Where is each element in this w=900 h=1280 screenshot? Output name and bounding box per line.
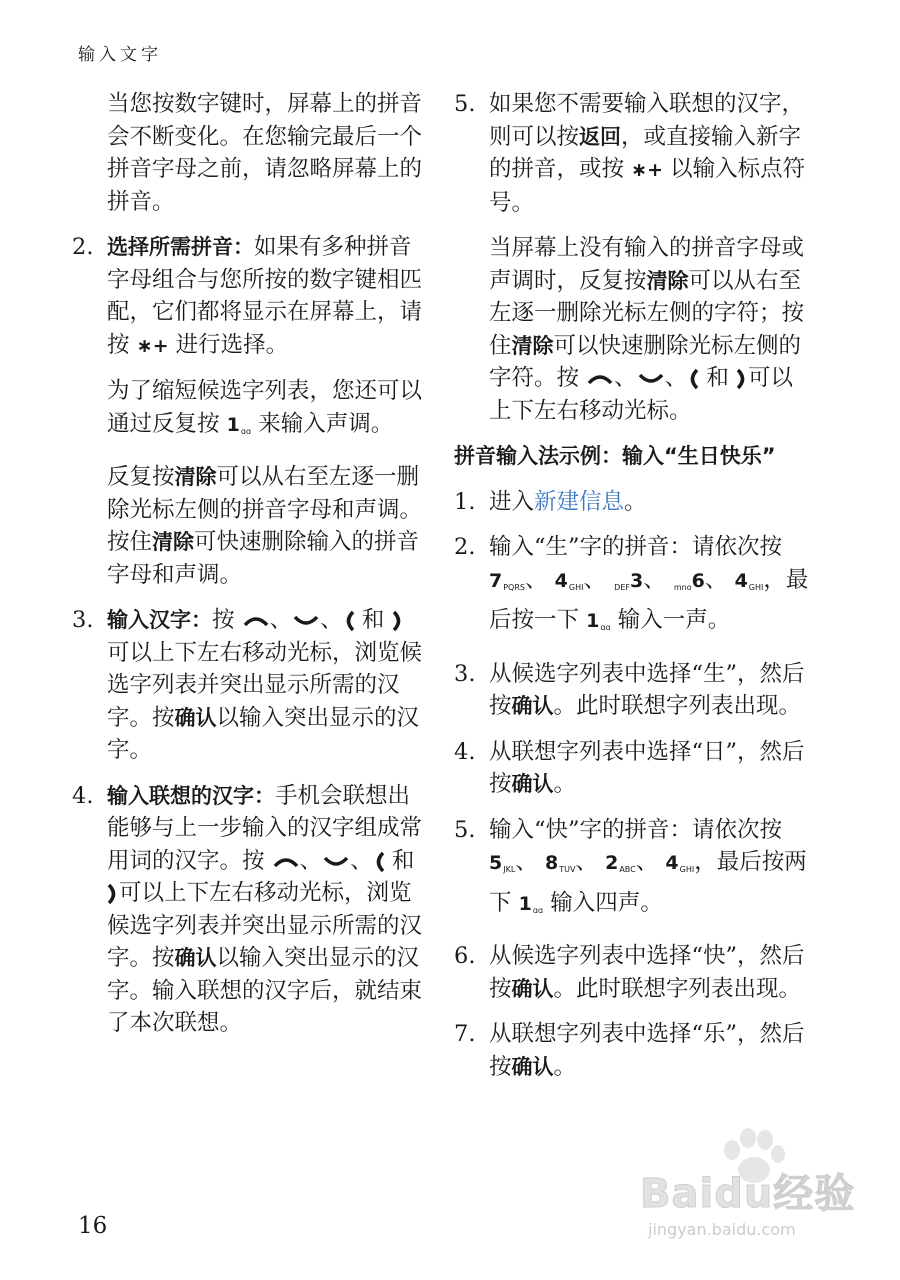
text: 来输入声调。 bbox=[258, 410, 394, 437]
clear-term: 清除 bbox=[646, 268, 689, 293]
key-letters: DEF bbox=[614, 582, 630, 592]
two-key-icon bbox=[605, 847, 636, 887]
step-4 bbox=[454, 736, 809, 801]
text: ，最后按一下 bbox=[489, 566, 809, 633]
nav-left-icon bbox=[373, 848, 385, 874]
text: 可以从右至左逐一删除光标左侧的拼音字母和声调。按住 bbox=[107, 464, 423, 555]
nav-left-icon bbox=[687, 365, 699, 391]
text: 输入一声。 bbox=[617, 607, 731, 633]
item-number: 3. bbox=[72, 607, 94, 633]
step-number: 7. bbox=[454, 1021, 476, 1047]
text: 以输入突出显示的汉字。输入联想的汉字后，就结束了本次联想。 bbox=[107, 945, 423, 1036]
text: 为了缩短候选字列表，您还可以通过反复按 bbox=[107, 378, 423, 437]
watermark-brand: Baidu经验 bbox=[640, 1171, 856, 1217]
step-7 bbox=[454, 1018, 809, 1083]
confirm-term: 确认 bbox=[511, 1054, 554, 1079]
text: 当屏幕上没有输入的拼音字母或声调时，反复按 bbox=[489, 235, 805, 294]
item-title: 输入联想的汉字： bbox=[107, 783, 275, 808]
text: 以输入标点符号。 bbox=[489, 156, 806, 216]
step-number: 5. bbox=[454, 816, 476, 843]
nav-up-icon bbox=[272, 848, 300, 874]
item-title: 选择所需拼音： bbox=[107, 235, 254, 259]
nav-right-icon bbox=[392, 607, 404, 633]
list-item-2 bbox=[72, 231, 422, 362]
separator: 、 bbox=[299, 847, 323, 874]
key-digit: 1 bbox=[518, 892, 532, 915]
item-text: 如果有多种拼音字母组合与您所按的数字键相匹配，它们都将显示在屏幕上，请按 bbox=[107, 234, 423, 358]
key-digit: 4 bbox=[554, 569, 568, 592]
key-digit: 8 bbox=[544, 852, 559, 874]
step-3 bbox=[454, 658, 809, 723]
item-number: 4. bbox=[72, 782, 94, 809]
text: 和 bbox=[391, 847, 415, 874]
key-letters: JKL bbox=[503, 865, 516, 874]
intro-paragraph: 当您按数字键时，屏幕上的拼音会不断变化。在您输完最后一个拼音字母之前，请忽略屏幕上的拼音。 bbox=[107, 91, 423, 215]
step-6 bbox=[454, 940, 809, 1005]
list-item-5 bbox=[454, 88, 809, 219]
key-digit: 4 bbox=[665, 852, 679, 874]
confirm-term: 确认 bbox=[174, 946, 217, 970]
text: 输入“生”字的拼音：请依次按 bbox=[489, 534, 783, 560]
key-digit: 2 bbox=[605, 852, 619, 874]
text: ，或直接输入新字的拼音，或按 bbox=[489, 123, 802, 182]
text: 可快速删除输入的拼音字母和声调。 bbox=[107, 529, 420, 588]
key-digit: 1 bbox=[226, 413, 240, 436]
key-digit: 4 bbox=[734, 569, 748, 592]
key-letters: GHI bbox=[748, 582, 764, 592]
key-digit: 1 bbox=[586, 610, 600, 632]
step-1 bbox=[454, 486, 809, 519]
nav-right-icon bbox=[736, 365, 748, 391]
clear-term: 清除 bbox=[511, 333, 554, 358]
text: 输入“快”字的拼音：请依次按 bbox=[489, 816, 783, 843]
nav-up-icon bbox=[586, 365, 614, 391]
nav-right-icon bbox=[107, 880, 119, 906]
text: 反复按 bbox=[107, 464, 175, 490]
text: 如果您不需要输入联想的汉字，则可以按 bbox=[489, 91, 805, 150]
key-digit: 3 bbox=[629, 569, 644, 592]
three-key-icon bbox=[613, 565, 643, 605]
list-item-4 bbox=[72, 780, 422, 1040]
text: 从候选字列表中选择“快”，然后按 bbox=[489, 943, 805, 1002]
four-key-icon bbox=[555, 565, 584, 605]
text: 手机会联想出能够与上一步输入的汉字组成常用词的汉字。按 bbox=[107, 782, 423, 874]
separator: 、 bbox=[350, 847, 373, 874]
one-key-icon bbox=[586, 605, 610, 645]
separator: 、 bbox=[664, 365, 688, 391]
separator: 、 bbox=[583, 566, 606, 593]
text: 可以上下左右移动光标。 bbox=[489, 365, 794, 424]
four-key-icon bbox=[735, 565, 764, 605]
watermark-url: jingyan.baidu.com bbox=[648, 1220, 796, 1239]
text: 可以快速删除光标左侧的字符。按 bbox=[489, 332, 802, 391]
text: 进入 bbox=[489, 488, 535, 515]
nav-down-icon bbox=[322, 848, 350, 874]
step-number: 1. bbox=[454, 488, 476, 515]
item-number: 5. bbox=[454, 91, 476, 117]
five-key-icon bbox=[489, 847, 515, 887]
text: 可以上下左右移动光标，浏览候选字列表并突出显示所需的汉字。按 bbox=[107, 639, 423, 731]
item-number: 2. bbox=[72, 234, 94, 260]
confirm-term: 确认 bbox=[174, 705, 217, 730]
star-key-icon: ∗+ bbox=[136, 334, 169, 357]
text: 从候选字列表中选择“生”，然后按 bbox=[489, 660, 805, 719]
item-text: 进行选择。 bbox=[175, 331, 289, 358]
confirm-term: 确认 bbox=[511, 976, 554, 1001]
step-number: 6. bbox=[454, 943, 476, 969]
key-letters: ABC bbox=[619, 865, 636, 874]
separator: 、 bbox=[614, 365, 637, 391]
star-key-icon: ∗+ bbox=[631, 159, 664, 181]
nav-up-icon bbox=[242, 607, 270, 633]
new-message-link[interactable]: 新建信息 bbox=[534, 488, 625, 515]
six-key-icon bbox=[673, 565, 705, 605]
text: 。此时联想字列表出现。 bbox=[553, 693, 802, 719]
confirm-term: 确认 bbox=[511, 772, 554, 796]
item-title: 输入汉字： bbox=[107, 608, 212, 632]
nav-down-icon bbox=[637, 365, 665, 391]
step-number: 3. bbox=[454, 660, 476, 687]
right-column bbox=[454, 88, 809, 1096]
example-heading: 拼音输入法示例：输入“生日快乐” bbox=[454, 444, 776, 468]
key-letters: PQRS bbox=[503, 582, 525, 592]
key-letters: ɑɑ bbox=[532, 905, 544, 915]
clear-term: 清除 bbox=[152, 530, 195, 554]
text: 。此时联想字列表出现。 bbox=[553, 975, 802, 1002]
step-5 bbox=[454, 814, 809, 928]
clear-paragraph bbox=[72, 461, 422, 591]
clear-paragraph bbox=[454, 232, 809, 427]
text: ，最后按两下 bbox=[489, 849, 807, 916]
baidu-watermark bbox=[640, 1128, 870, 1258]
four-key-icon bbox=[665, 847, 694, 887]
eight-key-icon bbox=[545, 847, 575, 887]
separator: 、 bbox=[704, 566, 728, 593]
separator: 、 bbox=[643, 566, 666, 593]
key-letters: TUV bbox=[559, 865, 576, 874]
key-letters: GHI bbox=[679, 865, 695, 874]
text: 和 bbox=[361, 607, 385, 633]
text: 按 bbox=[212, 607, 235, 633]
step-number: 2. bbox=[454, 534, 476, 560]
text: 和 bbox=[706, 365, 729, 391]
text: 。 bbox=[624, 488, 647, 515]
clear-term: 清除 bbox=[174, 465, 217, 489]
nav-down-icon bbox=[292, 607, 320, 633]
seven-key-icon bbox=[489, 565, 525, 605]
text: 从联想字列表中选择“日”，然后按 bbox=[489, 738, 805, 797]
text: 以输入突出显示的汉字。 bbox=[107, 704, 420, 763]
separator: 、 bbox=[269, 607, 293, 633]
left-column bbox=[72, 88, 422, 1053]
back-term: 返回 bbox=[579, 124, 622, 149]
step-number: 4. bbox=[454, 738, 476, 765]
text: 。 bbox=[553, 1053, 577, 1080]
text: 从联想字列表中选择“乐”，然后按 bbox=[489, 1021, 805, 1080]
separator: 、 bbox=[525, 566, 548, 593]
one-key-icon bbox=[227, 409, 251, 449]
key-letters: mno bbox=[673, 582, 692, 592]
key-digit: 7 bbox=[489, 569, 503, 592]
list-item-3 bbox=[72, 604, 422, 767]
text: 可以从右至左逐一删除光标左侧的字符；按住 bbox=[489, 267, 805, 359]
step-2 bbox=[454, 531, 809, 645]
nav-left-icon bbox=[343, 607, 355, 633]
page-number: 16 bbox=[78, 1213, 108, 1239]
tone-paragraph bbox=[72, 375, 422, 448]
key-digit: 5 bbox=[489, 852, 503, 874]
text: 可以上下左右移动光标，浏览候选字列表并突出显示所需的汉字。按 bbox=[107, 880, 423, 971]
separator: 、 bbox=[320, 607, 343, 633]
key-digit: 6 bbox=[691, 569, 705, 592]
key-letters: GHI bbox=[568, 582, 584, 592]
text: 输入四声。 bbox=[550, 889, 663, 916]
key-letters: ɑɑ bbox=[600, 623, 611, 632]
running-header: 输入文字 bbox=[78, 45, 162, 65]
key-letters: ɑɑ bbox=[240, 426, 252, 436]
one-key-icon bbox=[519, 888, 543, 928]
confirm-term: 确认 bbox=[511, 694, 554, 718]
separator: 、 bbox=[515, 849, 538, 875]
separator: 、 bbox=[575, 849, 598, 875]
separator: 、 bbox=[635, 849, 659, 875]
text: 。 bbox=[553, 771, 577, 797]
